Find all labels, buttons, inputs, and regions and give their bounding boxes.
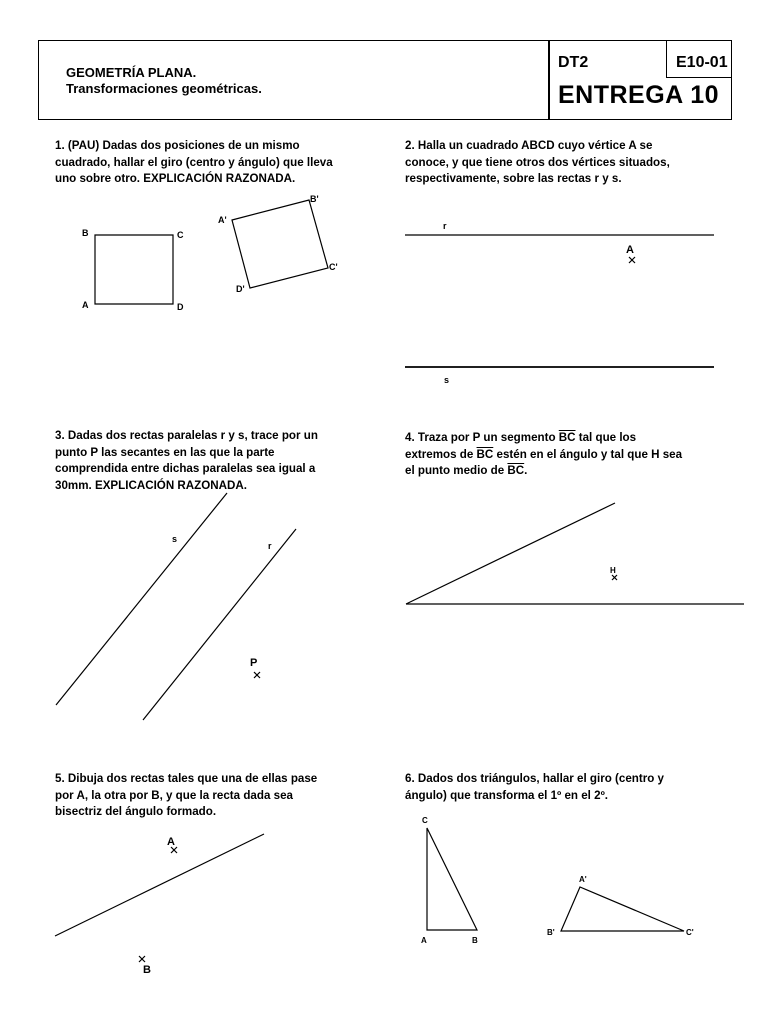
header-delivery: ENTREGA 10	[558, 81, 720, 109]
label-s: s	[172, 534, 178, 544]
problem-1-line-1: 1. (PAU) Dadas dos posiciones de un mismo	[55, 139, 300, 152]
problem-5-line-3: bisectriz del ángulo formado.	[55, 805, 217, 818]
segment-bc-label: $\overline{BC}$	[476, 447, 494, 461]
problem-1-line-3: uno sobre otro. EXPLICACIÓN RAZONADA.	[55, 172, 296, 185]
problem-2-line-3: respectivamente, sobre las rectas r y s.	[405, 172, 622, 185]
problem-2-line-1: 2. Halla un cuadrado ABCD cuyo vértice A se	[405, 139, 653, 152]
line-s	[56, 493, 227, 705]
problem-3-line-2: punto P las secantes en las que la parte	[55, 445, 275, 459]
problem-4-line-2-a: extremos de	[405, 447, 477, 461]
line-r	[143, 529, 296, 720]
header-code: E10-01	[676, 54, 728, 71]
header-title-line2: Transformaciones geométricas.	[66, 81, 262, 96]
label-d-prime: D'	[236, 284, 245, 294]
problem-3-line-4: 30mm. EXPLICACIÓN RAZONADA.	[55, 478, 247, 492]
label-b: B	[143, 964, 151, 976]
problem-4-line-3-b: .	[524, 464, 528, 477]
label-a: A	[167, 836, 175, 848]
label-r: r	[268, 541, 272, 551]
segment-bc-label: $\overline{BC}$	[558, 431, 576, 444]
label-a: A	[626, 244, 634, 256]
point-h-marker	[612, 575, 617, 580]
problem-5-line-2: por A, la otra por B, y que la recta dada sea	[55, 788, 293, 802]
label-b: B	[82, 228, 89, 238]
header-title-line1: GEOMETRÍA PLANA.	[66, 65, 197, 80]
angle-side-upper	[406, 503, 615, 604]
problem-1-line-2: cuadrado, hallar el giro (centro y ángulo) que lleva	[55, 155, 333, 169]
label-p: P	[250, 657, 258, 669]
label-a-prime: A'	[579, 875, 587, 884]
label-a: A	[82, 300, 89, 310]
label-c-prime: C'	[686, 928, 694, 937]
header-course: DT2	[558, 54, 589, 71]
problem-4-line-1-a: 4. Traza por P un segmento	[405, 431, 559, 444]
triangle-1	[427, 828, 477, 930]
segment-bc-label: $\overline{BC}$	[507, 464, 525, 477]
problem-4-line-3-a: el punto medio de	[405, 464, 508, 477]
label-d: D	[177, 302, 184, 312]
problem-3-line-1: 3. Dadas dos rectas paralelas r y s, trace por un	[55, 429, 318, 442]
problem-3-line-3: comprendida entre dichas paralelas sea igual a	[55, 462, 316, 475]
problem-4-line-1-b: tal que los	[575, 431, 637, 444]
point-b-marker-p5	[139, 956, 145, 962]
label-c: C	[422, 816, 428, 825]
label-s: s	[444, 375, 450, 385]
square-abcd	[95, 235, 173, 304]
problem-4-line-2-b: estén en el ángulo y tal que H sea	[493, 447, 683, 461]
label-b-prime: B'	[310, 194, 319, 204]
problem-6-line-1: 6. Dados dos triángulos, hallar el giro (centro y	[405, 772, 664, 785]
triangle-2	[561, 887, 684, 931]
label-h: H	[610, 566, 616, 575]
problem-6-line-2: ángulo) que transforma el 1º en el 2º.	[405, 788, 609, 802]
label-b-prime: B'	[547, 928, 555, 937]
label-r: r	[443, 221, 447, 231]
label-c-prime: C'	[329, 262, 338, 272]
label-a-prime: A'	[218, 215, 227, 225]
given-line	[55, 834, 264, 936]
square-rotated	[232, 200, 328, 288]
point-a-marker-p2	[629, 257, 635, 263]
label-a: A	[421, 936, 427, 945]
problem-2-line-2: conoce, y que tiene otros dos vértices situados,	[405, 155, 670, 169]
problem-5-line-1: 5. Dibuja dos rectas tales que una de ellas pase	[55, 772, 318, 785]
point-p-marker	[254, 672, 260, 678]
label-b: B	[472, 936, 478, 945]
label-c: C	[177, 230, 184, 240]
